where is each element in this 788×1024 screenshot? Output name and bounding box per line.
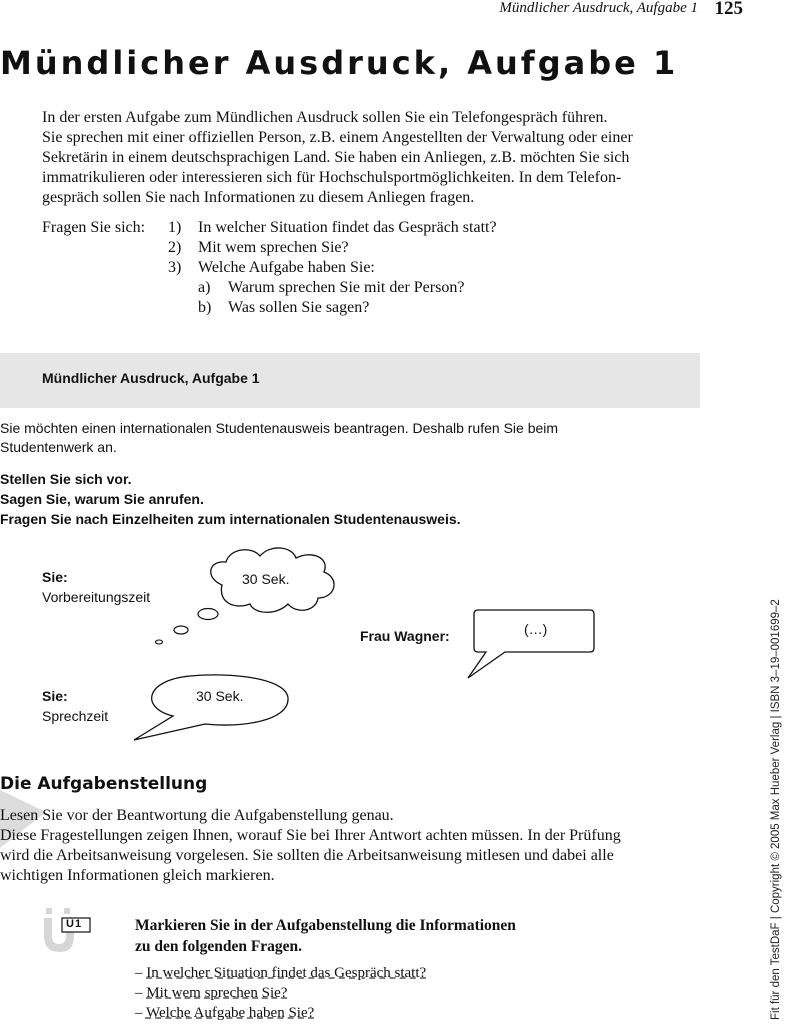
prep-sublabel: Vorbereitungszeit <box>42 589 151 605</box>
question-number: 1) <box>168 219 182 236</box>
instruction-line: Sagen Sie, warum Sie anrufen. <box>0 491 204 507</box>
intro-line: Sekretärin in einem deutschsprachigen Land. Sie haben ein Anliegen, z.B. möchten Sie sich <box>42 149 630 166</box>
instruction-line: Fragen Sie nach Einzelheiten zum internationalen Studentenausweis. <box>0 511 461 527</box>
exercise-item <box>135 965 426 982</box>
subquestion-text: Was sollen Sie sagen? <box>228 299 370 316</box>
exercise-dash: – <box>135 965 143 981</box>
section-line: wird die Arbeitsanweisung vorgelesen. Sie sollten die Arbeitsanweisung mitlesen und dabei alle <box>0 847 614 864</box>
section-line: wichtigen Informationen gleich markieren. <box>0 867 275 884</box>
section-body <box>0 806 690 886</box>
exercise-dash: – <box>135 1005 143 1021</box>
prep-time: 30 Sek. <box>242 571 290 587</box>
question-lead: Fragen Sie sich: <box>42 219 146 236</box>
question-text: Welche Aufgabe haben Sie: <box>198 259 375 276</box>
thought-dot-1 <box>198 609 218 620</box>
intro-line: immatrikulieren oder interessieren sich für Hochschulsportmöglichkeiten. In dem Telefon- <box>42 169 622 186</box>
exercise-title-line: zu den folgenden Fragen. <box>135 938 303 955</box>
exercise-item <box>135 1005 314 1022</box>
exercise-title <box>135 915 516 957</box>
section-title: Die Aufgabenstellung <box>0 774 208 794</box>
exercise-item-text: In welcher Situation findet das Gespräch statt? <box>146 965 427 981</box>
exercise-badge-label: Ü1 <box>66 918 83 930</box>
task-instructions <box>0 469 461 529</box>
question-text: Mit wem sprechen Sie? <box>198 239 349 256</box>
speak-sublabel: Sprechzeit <box>42 708 109 724</box>
intro-line: In der ersten Aufgabe zum Mündlichen Ausdruck sollen Sie ein Telefongespräch führen. <box>42 109 608 126</box>
question-text: In welcher Situation findet das Gespräch statt? <box>198 219 497 236</box>
exercise-title-line: Markieren Sie in der Aufgabenstellung die Informationen <box>135 917 516 934</box>
thought-dot-3 <box>156 640 163 644</box>
page-title: Mündlicher Ausdruck, Aufgabe 1 <box>0 44 679 82</box>
speaker-label: Frau Wagner: <box>360 628 450 644</box>
section-line: Lesen Sie vor der Beantwortung die Aufgabenstellung genau. <box>0 807 394 824</box>
intro-line: gespräch sollen Sie nach Informationen zu diesem Anliegen fragen. <box>42 189 475 206</box>
subquestion-letter: a) <box>198 279 211 296</box>
speak-time: 30 Sek. <box>196 688 244 704</box>
task-line: Sie möchten einen internationalen Studentenausweis beantragen. Deshalb rufen Sie beim <box>0 420 559 436</box>
question-number: 3) <box>168 259 182 276</box>
instruction-line: Stellen Sie sich vor. <box>0 471 132 487</box>
intro-paragraph <box>42 108 692 208</box>
task-band-title: Mündlicher Ausdruck, Aufgabe 1 <box>42 370 260 386</box>
speak-label: Sie: <box>42 688 68 704</box>
task-line: Studentenwerk an. <box>0 439 117 455</box>
prep-label: Sie: <box>42 569 68 585</box>
question-number: 2) <box>168 239 182 256</box>
section-line: Diese Fragestellungen zeigen Ihnen, worauf Sie bei Ihrer Antwort achten müssen. In der Prüfung <box>0 827 621 844</box>
exercise-item-text: Welche Aufgabe haben Sie? <box>145 1005 315 1021</box>
intro-line: Sie sprechen mit einer offiziellen Person, z.B. einem Angestellten der Verwaltung oder einer <box>42 129 633 146</box>
running-head: Mündlicher Ausdruck, Aufgabe 1 <box>499 0 698 16</box>
subquestion-letter: b) <box>198 299 212 316</box>
task-description <box>0 419 620 457</box>
exercise-item-text: Mit wem sprechen Sie? <box>146 985 288 1001</box>
exercise-dash: – <box>135 985 143 1001</box>
thought-dot-2 <box>174 626 188 634</box>
subquestion-text: Warum sprechen Sie mit der Person? <box>228 279 465 296</box>
speech-diagram <box>0 540 700 750</box>
exercise-item <box>135 985 287 1002</box>
copyright-sidebar: Fit für den TestDaF | Copyright © 2005 Max Hueber Verlag | ISBN 3–19–001699–2 <box>770 599 782 1020</box>
speaker-text: (…) <box>524 621 548 637</box>
exercise-badge <box>38 898 108 958</box>
speak-bubble <box>134 675 288 740</box>
page-number: 125 <box>714 0 743 19</box>
